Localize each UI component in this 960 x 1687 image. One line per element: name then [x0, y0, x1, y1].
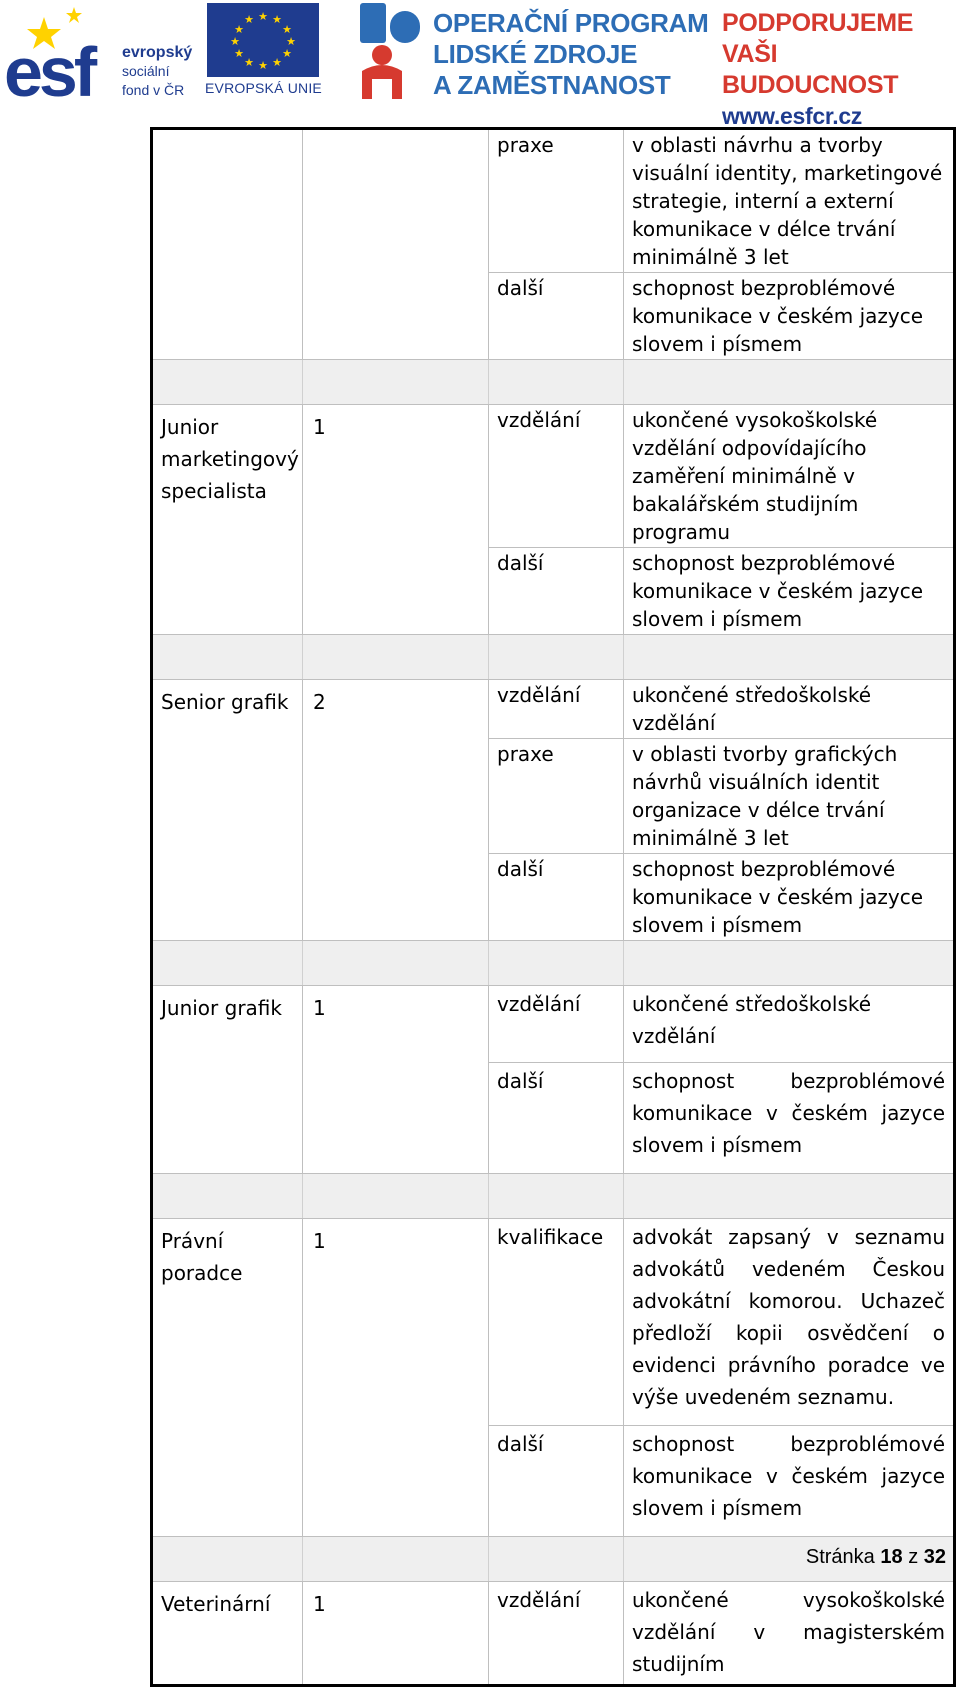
svg-text:★: ★	[234, 47, 244, 60]
eu-caption: EVROPSKÁ UNIE	[205, 80, 322, 96]
position-cell: Junior grafik	[153, 986, 303, 1173]
requirement-text: v oblasti tvorby grafických návrhů visuálních identit organizace v délce trvání minimálně 3 let	[632, 742, 898, 850]
requirement-type: další	[489, 273, 624, 359]
table-row	[153, 130, 953, 360]
svg-text:★: ★	[244, 13, 254, 26]
eu-flag-icon	[207, 3, 319, 77]
positions-table	[150, 127, 956, 1687]
requirement-text: schopnost bezproblémové komunikace v českém jazyce slovem i písmem	[632, 1432, 945, 1520]
requirement-row	[489, 130, 953, 273]
program-title: OPERAČNÍ PROGRAM LIDSKÉ ZDROJE A ZAMĚSTNANOST	[433, 8, 709, 100]
svg-text:esf: esf	[4, 33, 94, 99]
requirement-text: ukončené středoškolské vzdělání	[632, 992, 872, 1048]
support-slogan: PODPORUJEME VAŠI BUDOUCNOST www.esfcr.cz	[722, 8, 960, 132]
requirement-type: praxe	[489, 130, 624, 272]
support-url[interactable]: www.esfcr.cz	[722, 103, 863, 129]
svg-text:★: ★	[272, 56, 282, 69]
count-cell: 2	[303, 680, 489, 940]
requirement-text: ukončené středoškolské vzdělání	[632, 683, 872, 735]
requirement-type: vzdělání	[489, 1582, 624, 1684]
requirement-text: v oblasti návrhu a tvorby visuální identity, marketingové strategie, interní a externí komunikace v délce trvání minimálně 3 let	[632, 133, 943, 269]
requirement-text: advokát zapsaný v seznamu advokátů vedeném Českou advokátní komorou. Uchazeč předloží kopii osvědčení o evidenci právního poradce ve výše uvedeném seznamu.	[632, 1225, 945, 1409]
table-row	[153, 1582, 953, 1684]
esf-line2: sociální	[122, 63, 170, 79]
requirement-text: schopnost bezproblémové komunikace v českém jazyce slovem i písmem	[632, 276, 924, 356]
position-cell: Veterinární	[153, 1582, 303, 1684]
esf-line3: fond v ČR	[122, 82, 185, 98]
row-separator	[153, 635, 953, 680]
count-cell: 1	[303, 986, 489, 1173]
esf-logo	[4, 3, 200, 99]
requirement-type: další	[489, 1063, 624, 1173]
svg-text:★: ★	[244, 56, 254, 69]
requirement-row	[489, 548, 953, 634]
position-cell: Právní poradce	[153, 1219, 303, 1536]
table-row	[153, 680, 953, 941]
requirement-type: další	[489, 854, 624, 940]
esf-line1: evropský	[122, 44, 193, 61]
requirement-type: vzdělání	[489, 680, 624, 738]
requirement-type: vzdělání	[489, 986, 624, 1062]
svg-text:★: ★	[282, 23, 292, 36]
requirement-row	[489, 1426, 953, 1536]
requirement-type: kvalifikace	[489, 1219, 624, 1425]
svg-text:★: ★	[282, 47, 292, 60]
requirement-text: ukončené vysokoškolské vzdělání v magisterském studijním	[632, 1588, 945, 1676]
requirement-row	[489, 273, 953, 359]
count-cell	[303, 130, 489, 359]
svg-text:★: ★	[258, 10, 268, 23]
requirement-text: schopnost bezproblémové komunikace v českém jazyce slovem i písmem	[632, 857, 924, 937]
requirement-row	[489, 854, 953, 940]
requirement-row	[489, 1219, 953, 1426]
table-row	[153, 405, 953, 635]
requirement-row	[489, 1063, 953, 1173]
requirement-type: vzdělání	[489, 405, 624, 547]
table-row	[153, 1219, 953, 1537]
requirement-text: schopnost bezproblémové komunikace v českém jazyce slovem i písmem	[632, 1069, 945, 1157]
requirement-type: praxe	[489, 739, 624, 853]
requirement-text: schopnost bezproblémové komunikace v českém jazyce slovem i písmem	[632, 551, 924, 631]
svg-text:★: ★	[286, 35, 296, 48]
svg-text:★: ★	[272, 13, 282, 26]
requirement-row	[489, 1582, 953, 1684]
requirement-row	[489, 680, 953, 739]
svg-text:★: ★	[230, 35, 240, 48]
count-cell: 1	[303, 1582, 489, 1684]
requirement-row	[489, 986, 953, 1063]
table-row	[153, 986, 953, 1174]
requirement-type: další	[489, 1426, 624, 1536]
count-cell: 1	[303, 405, 489, 634]
esf-star-icon	[4, 3, 124, 99]
page-number: Stránka 18 z 32	[805, 1546, 946, 1568]
requirement-type: další	[489, 548, 624, 634]
requirement-row	[489, 405, 953, 548]
row-separator	[153, 941, 953, 986]
oplzz-figure-icon	[358, 3, 422, 99]
row-separator	[153, 360, 953, 405]
requirement-row	[489, 739, 953, 854]
requirement-text: ukončené vysokoškolské vzdělání odpovídajícího zaměření minimálně v bakalářském studijním programu	[632, 408, 878, 544]
svg-text:★: ★	[234, 23, 244, 36]
position-cell	[153, 130, 303, 359]
svg-text:★: ★	[258, 59, 268, 72]
row-separator	[153, 1174, 953, 1219]
count-cell: 1	[303, 1219, 489, 1536]
header-logos	[0, 0, 960, 129]
position-cell: Senior grafik	[153, 680, 303, 940]
position-cell: Junior marketingový specialista	[153, 405, 303, 634]
